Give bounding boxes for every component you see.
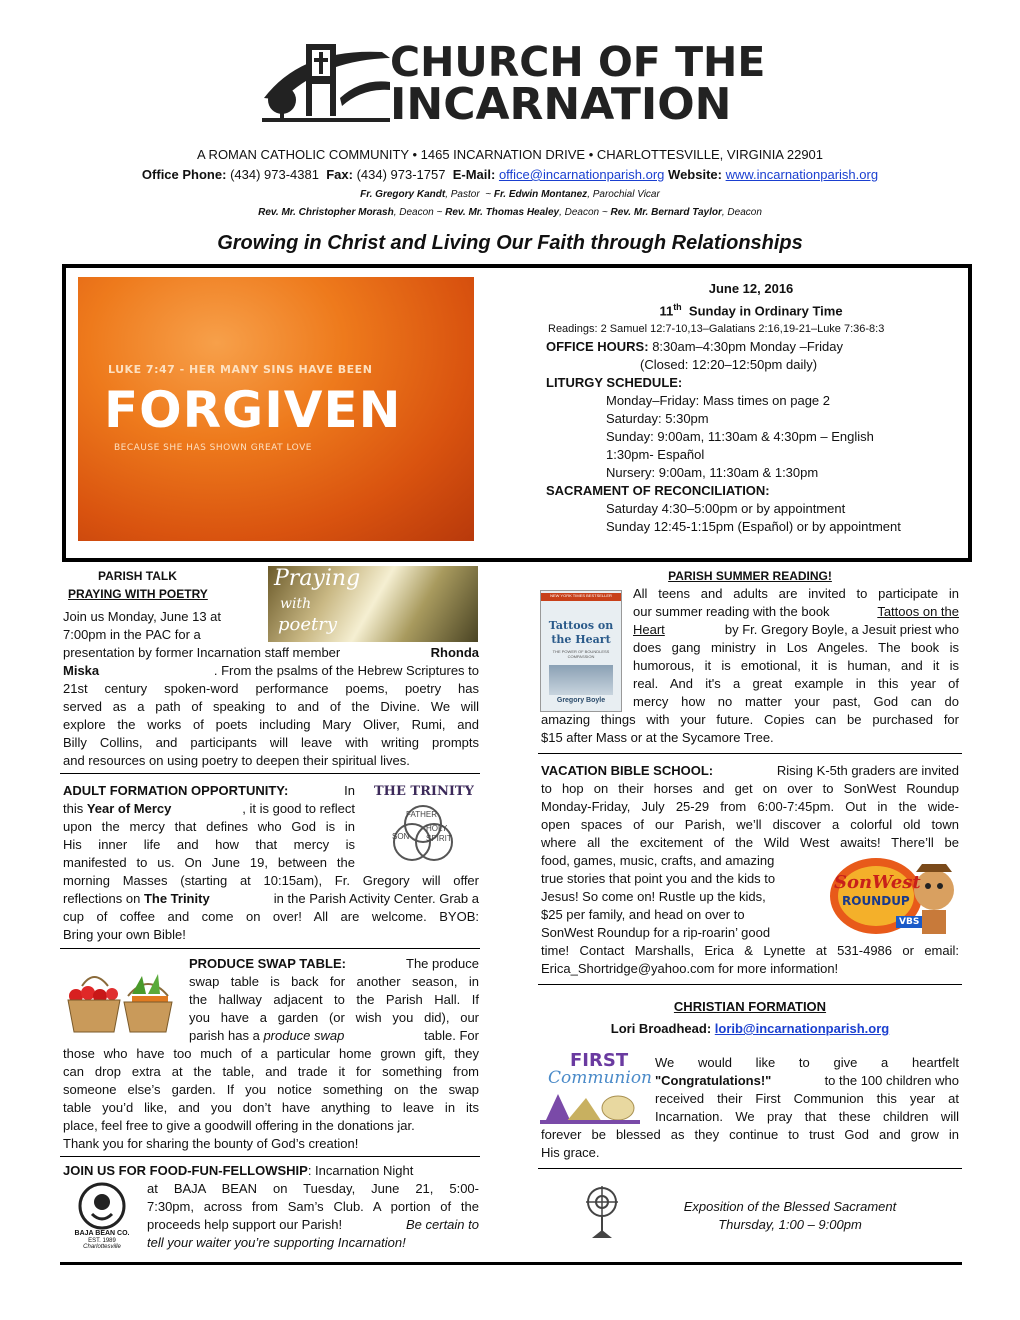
first-communion-image [540,1048,653,1126]
reading-line [633,621,959,639]
produce-baskets-graphic [62,966,178,1040]
produce-baskets-image [62,966,178,1040]
deacon1-name: Rev. Mr. Christopher Morash [258,207,394,218]
deacon2-name: Rev. Mr. Thomas Healey [445,207,560,218]
divider [60,773,480,774]
office-phone: (434) 973-4381 [230,167,319,182]
poetry-line: explore the works of poets including Mary Oliver, Rumi, and [63,717,479,732]
vbs-line: open spaces of our Parish, we’ll discover a colorful old town [541,817,959,832]
divider [538,753,962,754]
vbs-badge: VBS [896,916,922,928]
pastor-role: , Pastor [445,189,480,200]
praying-with-poetry-image [268,566,478,642]
trinity-spirit: SPIRIT [426,834,452,843]
cf-contact [540,1020,960,1038]
adult-formation-line: His inner life and how that mercy is [63,837,355,852]
fax-label: Fax: [326,167,353,182]
cf-line: We would like to give a heartfelt [655,1055,959,1070]
reconciliation-item: Saturday 4:30–5:00pm or by appointment [606,501,846,517]
reading-line: real. And it's a great example in this year of [633,676,959,691]
reading-line: humorous, it is emotional, it is human, and it is [633,658,959,673]
sunday-text: Sunday in Ordinary Time [688,303,843,319]
sunday-suffix: th [673,302,682,312]
baja-bean-logo-graphic [66,1180,138,1232]
book-subtitle: THE POWER OF BOUNDLESS COMPASSION [552,649,610,659]
liturgy-item: Sunday: 9:00am, 11:30am & 4:30pm – English [606,429,874,445]
year-of-mercy: Year of Mercy [86,801,172,816]
exposition-title: Exposition of the Blessed Sacrament [683,1199,897,1214]
food-line: tell your waiter you’re supporting Incarnation! [147,1235,406,1250]
baja-bean-city: Charlottesville [83,1244,121,1250]
clergy-line-1: Fr. Gregory Kandt, Pastor ~ Fr. Edwin Montanez, Parochial Vicar [360,189,660,200]
produce-line: Thank you for sharing the bounty of God’s creation! [63,1136,359,1151]
church-logo-graphic [262,38,392,124]
vbs-line: where all the excitement of the Wild West awaits! There’ll be [541,835,959,850]
book-title-1: Tattoos on [548,619,614,632]
adult-formation-line [63,782,355,800]
vbs-line: to hop on their horses and get on over to SonWest Roundup [541,781,959,796]
contact-line [0,167,1020,182]
produce-swap-emphasis: produce swap [263,1028,345,1043]
poetry-text: presentation by former Incarnation staff member [63,645,341,660]
vbs-line: Jesus! So come on! Rustle up the kids, [541,889,766,904]
bulletin-info [546,280,956,536]
vbs-text: Rising K-5th graders are invited [776,763,959,778]
produce-line [189,1027,479,1045]
the-trinity: The Trinity [143,891,210,906]
trinity-father: FATHER [406,810,437,819]
reading-text: our summer reading with the book [633,604,830,619]
cf-line [655,1072,959,1090]
poetry-line [63,662,479,680]
poetry-line: and resources on using poetry to deepen their spiritual lives. [63,753,410,768]
produce-text: The produce [406,956,479,971]
trinity-holy: HOLY [426,824,448,833]
baja-bean-est: EST. 1989 [88,1238,116,1244]
reading-line: amazing things with your future. Copies can be purchased for [541,712,959,727]
cf-line: His grace. [541,1145,600,1160]
adult-formation-line: upon the mercy that defines who God is in [63,819,355,834]
vbs-line: Monday-Friday, July 25-29 from 6:00-7:45pm. Out in the wide- [541,799,959,814]
office-closed: (Closed: 12:20–12:50pm daily) [640,357,818,373]
produce-text: table. For [424,1028,479,1043]
vbs-line: food, games, music, crafts, and amazing [541,853,775,868]
congratulations: "Congratulations!" [655,1073,772,1088]
divider [60,1156,480,1157]
vbs-line: SonWest Roundup for a rip-roarin’ good [541,925,771,940]
logo-title-line1: CHURCH OF THE [390,38,766,86]
communion-first: FIRST [570,1050,629,1071]
produce-line: you have a garden (or wish you did), our [189,1010,479,1025]
office-hours [546,338,956,356]
deacon3-role: , Deacon [721,207,762,218]
hero-subline: BECAUSE SHE HAS SHOWN GREAT LOVE [114,443,312,453]
presenter-last-name: Miska [63,663,100,678]
vicar-name: Fr. Edwin Montanez [493,189,588,200]
poetry-image-word3: poetry [278,614,338,635]
book-title-end: Heart [633,622,665,637]
food-line [147,1216,479,1234]
church-address: A ROMAN CATHOLIC COMMUNITY • 1465 INCARNATION DRIVE • CHARLOTTESVILLE, VIRGINIA 22901 [196,147,824,162]
poetry-title: PRAYING WITH POETRY [68,587,208,601]
poetry-line [63,644,479,662]
poetry-text: . From the psalms of the Hebrew Scriptures to [213,663,479,678]
adult-formation-line: Bring your own Bible! [63,927,186,942]
cf-contact-email[interactable]: lorib@incarnationparish.org [714,1021,890,1036]
liturgy-label: LITURGY SCHEDULE: [546,375,683,391]
produce-line: can drop extra at the table, and trade it for something from [63,1064,479,1079]
vbs-line [541,762,959,780]
adult-formation-line: manifested to us. On June 19, between the [63,855,355,870]
poetry-line: 7:00pm in the PAC for a [63,627,201,642]
cf-line: received their First Communion this year at [655,1091,959,1106]
website-label: Website: [668,167,722,182]
deacon1-role: , Deacon [393,207,434,218]
food-text: proceeds help support our Parish! [147,1217,343,1232]
divider [538,1168,962,1169]
produce-line: swap table is back for another season, in [189,974,479,989]
poetry-line: 21st century spoken-word performance poems, poetry has [63,681,479,696]
produce-title: PRODUCE SWAP TABLE: [189,956,346,971]
food-text: : Incarnation Night [307,1163,414,1178]
produce-line [189,955,479,973]
bulletin-date: June 12, 2016 [708,281,794,296]
produce-text: parish has a [189,1028,264,1043]
sunday-number: 11 [659,303,674,319]
fax-number: (434) 973-1757 [356,167,446,182]
communion-word: Communion [548,1068,653,1088]
adult-formation-title: ADULT FORMATION OPPORTUNITY: [63,783,289,798]
adult-text: In [344,783,355,798]
office-hours-label: OFFICE HOURS: [546,339,649,355]
hero-headline: FORGIVEN [104,381,402,439]
book-author: Gregory Boyle [556,697,606,704]
food-line: at BAJA BEAN on Tuesday, June 21, 5:00- [147,1181,479,1196]
pastor-name: Fr. Gregory Kandt [360,189,446,200]
deacon2-role: , Deacon [559,207,600,218]
reconciliation-item: Sunday 12:45-1:15pm (Español) or by appointment [606,519,901,535]
adult-text: reflections on [63,891,144,906]
deacon3-name: Rev. Mr. Bernard Taylor [610,207,722,218]
vbs-line: $25 per family, and head on over to [541,907,745,922]
summer-reading-title: PARISH SUMMER READING! [668,569,832,583]
produce-line: the hallway adjacent to the Parish Hall. If [189,992,479,1007]
food-title: JOIN US FOR FOOD-FUN-FELLOWSHIP [63,1163,308,1178]
divider [60,948,480,949]
sonwest-roundup-logo [826,850,962,940]
reconciliation-label: SACRAMENT OF RECONCILIATION: [546,483,770,499]
monstrance-icon-graphic [580,1184,624,1240]
bottom-rule [60,1262,962,1265]
vbs-line: Erica_Shortridge@yahoo.com for more information! [541,961,839,976]
readings: Readings: 2 Samuel 12:7-10,13–Galatians 2:16,19-21–Luke 7:36-8:3 [548,323,885,336]
poetry-image-word1: Praying [274,566,361,591]
reading-line [633,603,959,621]
reading-line: All teens and adults are invited to participate in [633,586,959,601]
vbs-title: VACATION BIBLE SCHOOL: [541,763,714,778]
adult-text: , it is good to reflect [242,801,355,816]
email-link[interactable]: office@incarnationparish.org [498,167,665,182]
food-emphasis: Be certain to [406,1217,479,1232]
book-title-link: Tattoos on the [877,604,959,619]
email-label: E-Mail: [452,167,496,182]
trinity-son: SON [392,832,410,841]
parish-motto: Growing in Christ and Living Our Faith through Relationships [217,232,803,254]
book-bestseller-tag: NEW YORK TIMES BESTSELLER [550,593,612,598]
cf-text: to the 100 children who [824,1073,959,1088]
website-link[interactable]: www.incarnationparish.org [725,167,879,182]
baja-bean-logo [66,1180,138,1250]
cf-line: forever be blessed as they continue to trust God and grow in [541,1127,959,1142]
vbs-line: time! Contact Marshalls, Erica & Lynette at 531-4986 or email: [541,943,959,958]
communion-graphic [540,1088,640,1126]
adult-text: this [63,801,87,816]
adult-formation-line [63,800,355,818]
liturgy-item: Monday–Friday: Mass times on page 2 [606,393,830,409]
food-line [63,1162,413,1180]
liturgy-item: Nursery: 9:00am, 11:30am & 1:30pm [606,465,819,481]
parish-talk-title: PARISH TALK [98,569,177,583]
produce-line: place, feel free to give a goodwill offering in the donations jar. [63,1118,415,1133]
poetry-line: Billy Collins, and participants will leave with writing prompts [63,735,479,750]
book-title-2: the Heart [551,633,611,646]
christian-formation-title: CHRISTIAN FORMATION [673,999,827,1014]
reading-line: mercy how no matter your past, God can do [633,694,959,709]
poetry-line: Join us Monday, June 13 at [63,609,222,624]
forgiven-image [78,277,474,541]
presenter-first-name: Rhonda [430,645,479,660]
divider [538,984,962,985]
liturgy-item: Saturday: 5:30pm [606,411,709,427]
produce-line: someone else’s garden. If you notice something on the swap [63,1082,479,1097]
exposition-time: Thursday, 1:00 – 9:00pm [718,1217,862,1232]
monstrance-icon [580,1184,624,1240]
cf-line: Incarnation. We pray that these children will [655,1109,959,1124]
trinity-image-title: THE TRINITY [374,784,474,799]
roundup-word: ROUNDUP [842,894,910,908]
liturgical-sunday [546,298,956,320]
adult-formation-line: cup of coffee and come on over! All are welcome. BYOB: [63,909,479,924]
vicar-role: , Parochial Vicar [587,189,660,200]
reading-text: by Fr. Gregory Boyle, a Jesuit priest who [724,622,959,637]
liturgy-item: 1:30pm- Español [606,447,705,463]
logo-title-line2: INCARNATION [390,79,732,130]
hero-scripture-line: LUKE 7:47 - HER MANY SINS HAVE BEEN [108,363,373,376]
office-phone-label: Office Phone: [141,167,227,182]
cf-contact-name: Lori Broadhead: [610,1021,715,1036]
produce-line: table you’d like, and you don’t have anything to leave in its [63,1100,479,1115]
food-line: 7:30pm, across from Sam’s Club. A portion of the [147,1199,479,1214]
clergy-line-2: Rev. Mr. Christopher Morash, Deacon ~ Rev. Mr. Thomas Healey, Deacon ~ Rev. Mr. Bernard Taylor, Deacon [258,207,762,218]
adult-formation-line: morning Masses (starting at 10:15am), Fr. Gregory will offer [63,873,479,888]
vbs-line: true stories that point you and the kids to [541,871,776,886]
poetry-line: served as a path of speaking to and of the Divine. We will [63,699,479,714]
church-logo [262,38,392,124]
adult-formation-line [63,890,479,908]
office-hours-value: 8:30am–4:30pm Monday –Friday [652,339,843,355]
produce-line: those who have too much of a particular home grown gift, they [63,1046,479,1061]
baja-bean-name: BAJA BEAN CO. [74,1230,130,1237]
adult-text: in the Parish Activity Center. Grab a [273,891,479,906]
reading-line: does gang ministry in Los Angeles. The book is [633,640,959,655]
reading-line: $15 after Mass or at the Sycamore Tree. [541,730,774,745]
trinity-image [370,782,476,866]
poetry-image-word2: with [280,596,312,612]
tattoos-book-cover [540,590,622,712]
sonwest-word: SonWest [834,872,921,893]
